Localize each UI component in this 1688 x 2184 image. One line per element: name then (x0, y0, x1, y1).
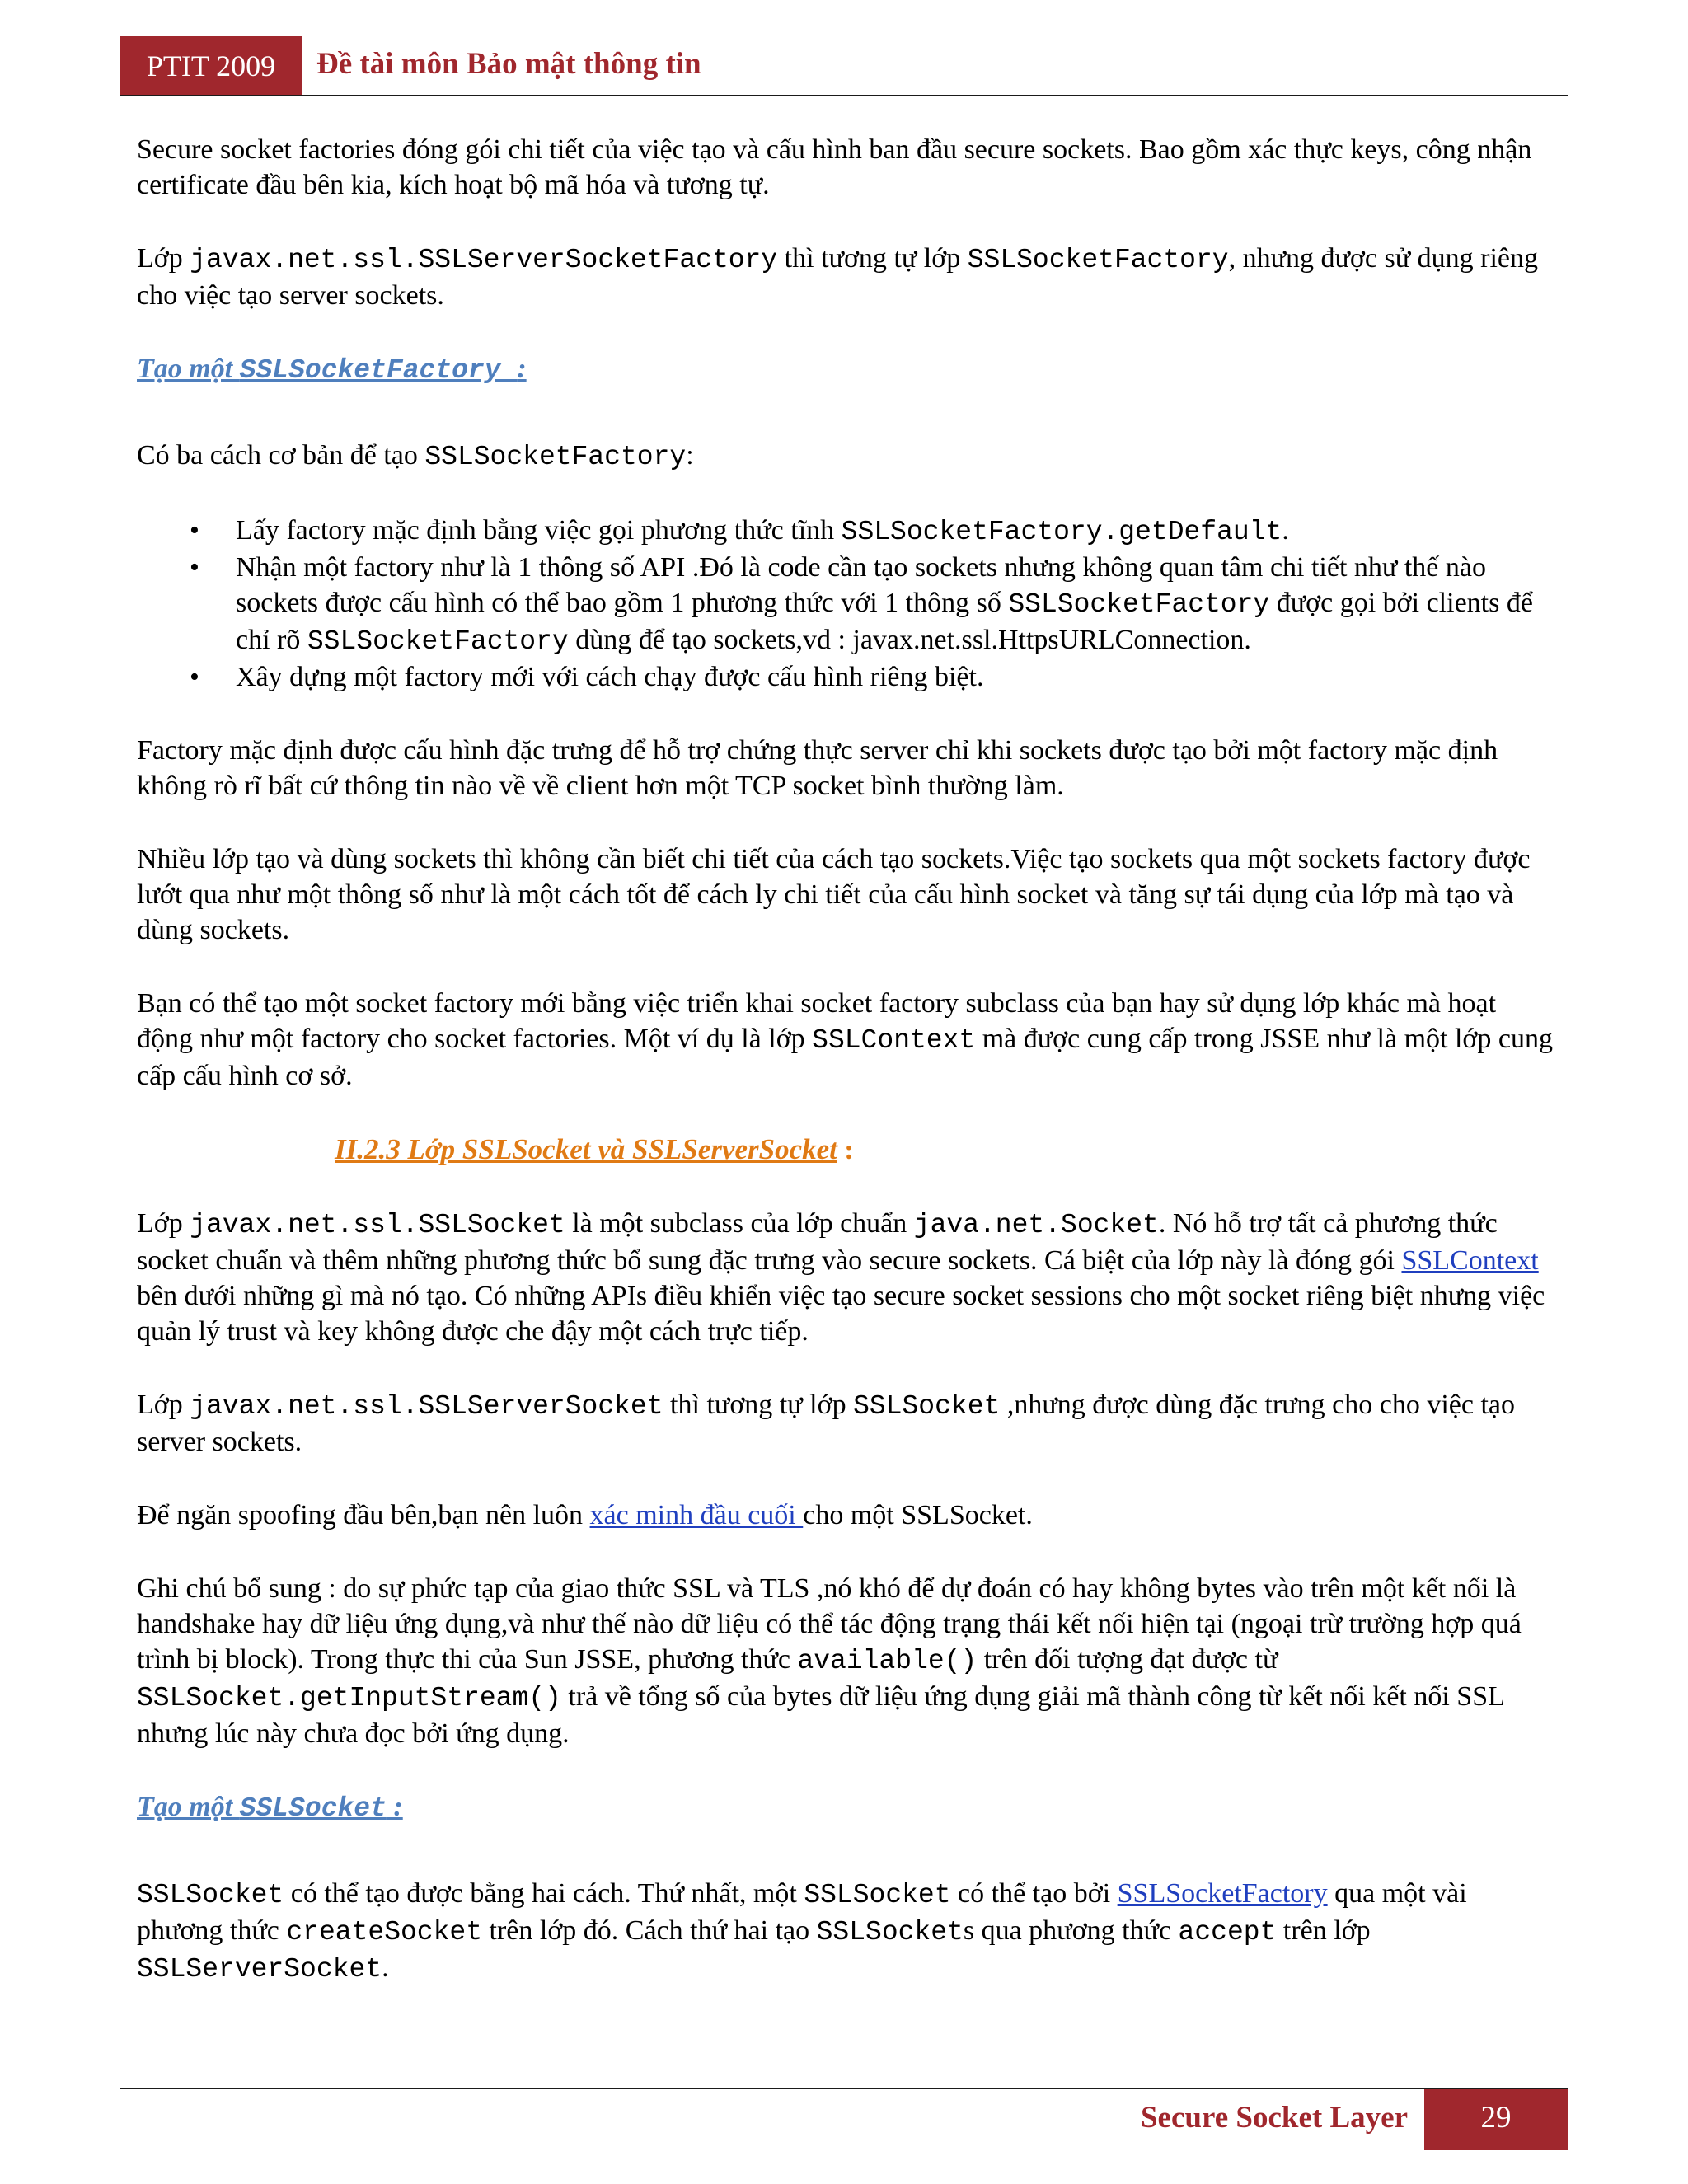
text: Để ngăn spoofing đầu bên,bạn nên luôn (137, 1500, 590, 1530)
footer-title: Secure Socket Layer (1140, 2101, 1408, 2135)
code-create-socket: createSocket (286, 1917, 483, 1947)
paragraph-default-factory: Factory mặc định được cấu hình đặc trưng để hỗ trợ chứng thực server chỉ khi sockets được tạo bởi một factory mặc định không rò rĩ bất cứ thông tin nào về về client hơn một TCP socket bình thường làm. (137, 735, 1498, 801)
bullet-dot: • (190, 515, 199, 546)
paragraph-three-ways (137, 438, 1554, 475)
text: Lớp (137, 1208, 190, 1239)
paragraph-ssl-socket (137, 1206, 1554, 1349)
header-badge: PTIT 2009 (120, 36, 302, 96)
subheading-text: Tạo một (137, 1792, 240, 1822)
text: được gọi bởi clients để chỉ rõ (236, 588, 1533, 655)
text: có thể tạo bởi (950, 1878, 1118, 1909)
text: cho một SSLSocket. (803, 1500, 1033, 1530)
bullet-dot: • (190, 662, 199, 692)
text: trên lớp (1276, 1915, 1371, 1946)
link-verify-endpoint[interactable]: xác minh đầu cuối (589, 1500, 804, 1530)
paragraph-ssl-server-socket (137, 1387, 1554, 1460)
link-ssl-context[interactable]: SSLContext (1401, 1245, 1539, 1276)
paragraph-many-classes: Nhiều lớp tạo và dùng sockets thì không cần biết chi tiết của cách tạo sockets.Việc tạo sockets qua một sockets factory được lướt qua như một thông số như là một cách tốt để cách ly chi tiết của cấu hình socket và tăng sự tái dụng của lớp mà tạo và dùng sockets. (137, 844, 1531, 945)
code-ssl-socket: SSLSocket (137, 1880, 284, 1910)
text: Nhận một factory như là 1 thông số API .Đó là code cần tạo sockets nhưng không quan tâm chi tiết như thế nào sockets được cấu hình có thể bao gồm 1 phương thức với 1 thông số (236, 552, 1486, 618)
subheading-create-ssl-socket (137, 1789, 1554, 1826)
section-heading-suffix: : (837, 1135, 854, 1165)
section-heading-text: II.2.3 Lớp SSLSocket và SSLServerSocket (335, 1133, 837, 1165)
code-ssl-socket-factory: SSLSocketFactory (424, 442, 687, 472)
list-item (137, 550, 1554, 659)
subheading-suffix: : (386, 1792, 403, 1822)
text: Bạn có thể tạo một socket factory mới bằng việc triển khai socket factory subclass của bạn hay sử dụng lớp khác mà hoạt động như một factory cho socket factories. Một ví dụ là lớp (137, 988, 1497, 1054)
text: s qua phương thức (963, 1915, 1179, 1946)
code-get-input-stream: SSLSocket.getInputStream() (137, 1683, 561, 1713)
subheading-create-ssl-socket-factory (137, 351, 1554, 388)
code-ssl-socket-factory: SSLSocketFactory (307, 626, 569, 657)
text: Có ba cách cơ bản để tạo (137, 440, 425, 471)
code-ssl-server-socket: SSLServerSocket (137, 1954, 382, 1985)
text: . (1282, 515, 1289, 546)
text: có thể tạo được bằng hai cách. Thứ nhất, một (284, 1878, 804, 1909)
link-ssl-socket-factory[interactable]: SSLSocketFactory (1117, 1878, 1328, 1909)
code-java-net-socket: java.net.Socket (913, 1210, 1159, 1240)
page-number: 29 (1424, 2089, 1568, 2150)
paragraph-note (137, 1571, 1554, 1751)
text: trên lớp đó. Cách thứ hai tạo (482, 1915, 817, 1946)
text: qua một vài phương thức (137, 1878, 1467, 1946)
text: ,nhưng được dùng đặc trưng cho cho việc tạo server sockets. (137, 1390, 1515, 1457)
text: dùng để tạo sockets,vd : javax.net.ssl.HttpsURLConnection. (568, 625, 1251, 655)
text: Lớp (137, 1390, 190, 1420)
text: trả về tổng số của bytes dữ liệu ứng dụng giải mã thành công từ kết nối kết nối SSL nhưng lúc này chưa đọc bởi ứng dụng. (137, 1681, 1504, 1749)
list-item (137, 513, 1554, 550)
text: . Nó hỗ trợ tất cả phương thức socket chuẩn và thêm những phương thức bổ sung đặc trưng vào secure sockets. Cá biệt của lớp này là đóng gói (137, 1208, 1498, 1276)
code-ssl-server-socket-factory: javax.net.ssl.SSLServerSocketFactory (190, 245, 778, 275)
text: , nhưng được sử dụng riêng cho việc tạo server sockets. (137, 243, 1539, 311)
text: Lấy factory mặc định bằng việc gọi phương thức tĩnh (236, 515, 842, 546)
code-javax-ssl-server-socket: javax.net.ssl.SSLServerSocket (190, 1391, 663, 1422)
header-title: Đề tài môn Bảo mật thông tin (316, 47, 701, 81)
paragraph-new-factory (137, 986, 1554, 1094)
text: Lớp (137, 243, 190, 274)
subheading-suffix: : (517, 354, 527, 384)
text: thì tương tự lớp (777, 243, 968, 274)
code-get-default: SSLSocketFactory.getDefault (841, 517, 1282, 547)
text: bên dưới những gì mà nó tạo. Có những APIs điều khiển việc tạo secure socket sessions cho một socket riêng biệt nhưng việc quản lý trust và key không được che đậy một cách trực tiếp. (137, 1281, 1545, 1347)
text: thì tương tự lớp (663, 1390, 854, 1420)
subheading-text: Tạo một (137, 354, 240, 384)
footer-divider (120, 2088, 1568, 2089)
text: Ghi chú bổ sung : do sự phức tạp của giao thức SSL và TLS ,nó khó để dự đoán có hay không bytes vào trên một kết nối là handshake hay dữ liệu ứng dụng,và như thế nào dữ liệu có thể tác động trạng thái kết nối hiện tại (ngoại trừ trường hợp quá trình bị block). Trong thực thi của Sun JSSE, phương thức (137, 1573, 1522, 1675)
code-ssl-socket: SSLSocket (816, 1917, 964, 1947)
paragraph-two-ways (137, 1876, 1554, 1987)
text: mà được cung cấp trong JSSE như là một lớp cung cấp cấu hình cơ sở. (137, 1024, 1553, 1091)
subheading-code: SSLSocket (239, 1793, 387, 1824)
code-ssl-context: SSLContext (812, 1025, 976, 1056)
paragraph-server-factory (137, 241, 1554, 313)
code-ssl-socket-factory: SSLSocketFactory (1008, 589, 1270, 620)
code-ssl-socket: SSLSocket (804, 1880, 951, 1910)
code-accept: accept (1178, 1917, 1277, 1947)
text: là một subclass của lớp chuẩn (565, 1208, 914, 1239)
text: Xây dựng một factory mới với cách chạy được cấu hình riêng biệt. (236, 662, 984, 692)
code-ssl-socket: SSLSocket (853, 1391, 1001, 1422)
text: trên đối tượng đạt được từ (977, 1644, 1278, 1675)
section-heading-2-2-3 (137, 1132, 1554, 1168)
code-available: available() (797, 1646, 978, 1676)
text: : (686, 440, 694, 471)
code-ssl-socket-factory: SSLSocketFactory (967, 245, 1229, 275)
text: . (382, 1952, 389, 1983)
page-content (137, 132, 1554, 1987)
paragraph-spoofing (137, 1497, 1554, 1533)
bullet-dot: • (190, 552, 199, 583)
code-javax-ssl-socket: javax.net.ssl.SSLSocket (190, 1210, 565, 1240)
header-divider (120, 95, 1568, 96)
paragraph-intro: Secure socket factories đóng gói chi tiết của việc tạo và cấu hình ban đầu secure sockets. Bao gồm xác thực keys, công nhận certificate đầu bên kia, kích hoạt bộ mã hóa và tương tự. (137, 134, 1532, 200)
list-item (137, 659, 1554, 695)
subheading-code: SSLSocketFactory (239, 355, 518, 386)
bullet-list (137, 513, 1554, 695)
